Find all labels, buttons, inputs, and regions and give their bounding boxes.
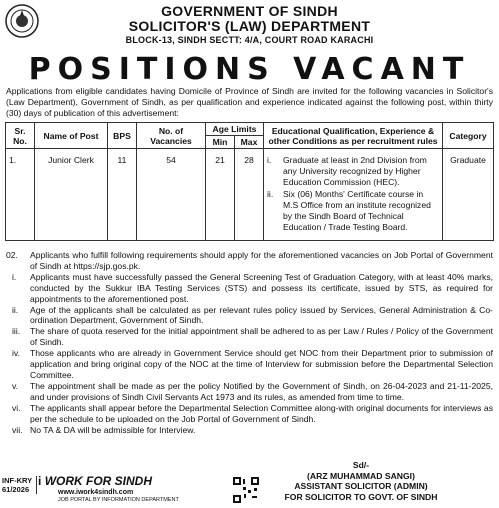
requirement-item: vi. The applicants shall appear before the Departmental Selection Committee along-with original documents for interviews as per the schedule to be uploaded on the Job Portal of Government of Sindh. — [12, 402, 493, 424]
col-age-max: Max — [235, 136, 264, 149]
table-header-row — [6, 123, 494, 136]
qualification-item: i. Graduate at least in 2nd Division from any University recognized by Higher Education Commission (HEC). — [267, 155, 427, 187]
cell-bps: 11 — [108, 149, 137, 241]
cell-sr: 1. — [6, 149, 35, 241]
cell-age-max: 28 — [235, 149, 264, 241]
header-address: BLOCK-13, SINDH SECTT: 4/A, COURT ROAD KARACHI — [125, 35, 374, 45]
advert-code: INF-KRY 61/2026 — [2, 476, 37, 494]
col-age-min: Min — [206, 136, 235, 149]
page-title: POSITIONS VACANT — [28, 52, 471, 87]
cell-qualification — [264, 149, 443, 241]
requirement-item: i. Applicants must have successfully passed the General Screening Test of Graduation Category, with at least 40% marks, conducted by the Sukkur IBA Testing Services (STS) and possess its certificate, issued by STS, as required for appointments to the aforementioned post. — [12, 271, 493, 304]
header-government: GOVERNMENT OF SINDH — [161, 3, 338, 19]
cell-vacancies: 54 — [137, 149, 206, 241]
cell-age-min: 21 — [206, 149, 235, 241]
cell-post: Junior Clerk — [35, 149, 108, 241]
vacancies-table — [5, 122, 494, 241]
requirements-section — [6, 250, 493, 435]
col-age-limits: Age Limits — [206, 123, 264, 136]
col-category: Category — [443, 123, 494, 149]
job-portal-tagline: JOB PORTAL BY INFORMATION DEPARTMENT — [58, 497, 179, 503]
website-link[interactable]: www.iwork4sindh.com — [58, 489, 134, 496]
signature-block: Sd/- (ARZ MUHAMMAD SANGI) ASSISTANT SOLICITOR (ADMIN) FOR SOLICITOR TO GOVT. OF SINDH — [284, 460, 438, 502]
requirements-intro: 02. Applicants who fulfill following requirements should apply for the aforementioned vacancies on Job Portal of Government of Sindh at https://sjp.gos.pk. — [6, 250, 493, 271]
col-sr: Sr. No. — [6, 123, 35, 149]
requirement-item: vii. No TA & DA will be admissible for Interview. — [12, 424, 196, 435]
col-bps: BPS — [108, 123, 137, 149]
col-post: Name of Post — [35, 123, 108, 149]
requirement-item: v. The appointment shall be made as per the policy Notified by the Government of Sindh, on 26-04-2023 and 21-11-2025, and under provisions of Sindh Civil Servants Act 1973 and its rules, as amended from time to time. — [12, 380, 493, 402]
requirement-item: iv. Those applicants who are already in Government Service should get NOC from their Department prior to submission of application and bring original copy of the NOC at the time of Interview for submission before the Departmental Selection Committee. — [12, 348, 493, 380]
iwork-logo: i WORK FOR SINDH — [38, 474, 153, 488]
intro-paragraph: Applications from eligible candidates having Domicile of Province of Sindh are invited for the following vacancies in Solicitor's (Law Department), Government of Sindh, as per qualification and experience indicated against the following post, within thirty (30) days of publication of this advertisement: — [6, 86, 493, 118]
header-department: SOLICITOR'S (LAW) DEPARTMENT — [128, 18, 371, 34]
col-vacancies: No. of Vacancies — [137, 123, 206, 149]
cell-category: Graduate — [443, 149, 494, 241]
qualification-item: ii. Six (06) Months' Certificate course in M.S Office from an institute recognized by the Sindh Board of Technical Education / Trade Testing Board. — [267, 189, 431, 232]
qr-code-icon — [232, 476, 260, 504]
col-qualification: Educational Qualification, Experience & other Conditions as per recruitment rules — [264, 123, 443, 149]
requirement-item: ii. Age of the applicants shall be calculated as per relevant rules policy issued by Services, General Administration & Co-ordination Department, Government of Sindh. — [12, 304, 493, 326]
requirement-item: iii. The share of quota reserved for the initial appointment shall be adhered to as per Law / Rules / Policy of the Government of Sindh. — [12, 326, 493, 348]
table-row — [6, 149, 494, 241]
